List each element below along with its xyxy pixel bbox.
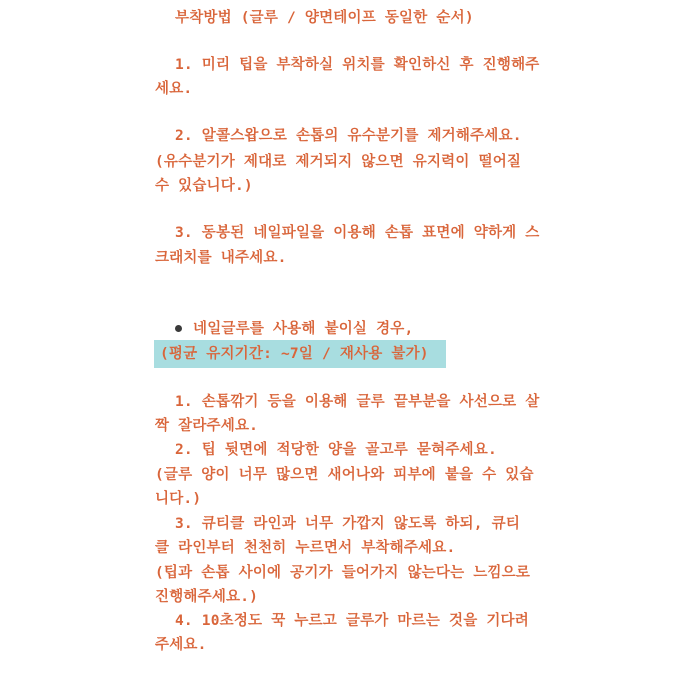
title: 부착방법 (글루 / 양면테이프 동일한 순서) <box>175 10 474 26</box>
glue-step2-note1: (글루 양이 너무 많으면 새어나와 피부에 붙을 수 있습 <box>155 467 534 483</box>
step2-note1: (유수분기가 제대로 제거되지 않으면 유지력이 떨어질 <box>155 154 522 170</box>
step3-line2: 크래치를 내주세요. <box>155 250 287 266</box>
step3-line1: 3. 동봉된 네일파일을 이용해 손톱 표면에 약하게 스 <box>175 225 540 241</box>
glue-step2-line1: 2. 팁 뒷면에 적당한 양을 골고루 묻혀주세요. <box>175 442 497 458</box>
glue-step4-line1: 4. 10초정도 꾹 누르고 글루가 마르는 것을 기다려 <box>175 613 529 629</box>
glue-step3-line1: 3. 큐티클 라인과 너무 가깝지 않도록 하되, 큐티 <box>175 516 521 532</box>
maintenance-period: (평균 유지기간: ~7일 / 재사용 불가) <box>160 346 429 362</box>
bullet-dot <box>175 325 182 332</box>
glue-step1-line2: 짝 잘라주세요. <box>155 418 259 434</box>
step1-line2: 세요. <box>155 81 193 97</box>
glue-step3-note1: (팁과 손톱 사이에 공기가 들어가지 않는다는 느낌으로 <box>155 565 531 581</box>
glue-step4-line2: 주세요. <box>155 637 207 653</box>
glue-step2-note2: 니다.) <box>155 491 202 507</box>
step2-note2: 수 있습니다.) <box>155 178 253 194</box>
glue-step3-note2: 진행해주세요.) <box>155 589 259 605</box>
glue-step1-line1: 1. 손톱깎기 등을 이용해 글루 끝부분을 사선으로 살 <box>175 394 540 410</box>
step1-line1: 1. 미리 팁을 부착하실 위치를 확인하신 후 진행해주 <box>175 57 540 73</box>
step2-line1: 2. 알콜스왑으로 손톱의 유수분기를 제거해주세요. <box>175 128 522 144</box>
glue-step3-line2: 클 라인부터 천천히 누르면서 부착해주세요. <box>155 540 456 556</box>
glue-bullet-text: 네일글루를 사용해 붙이실 경우, <box>193 321 414 337</box>
